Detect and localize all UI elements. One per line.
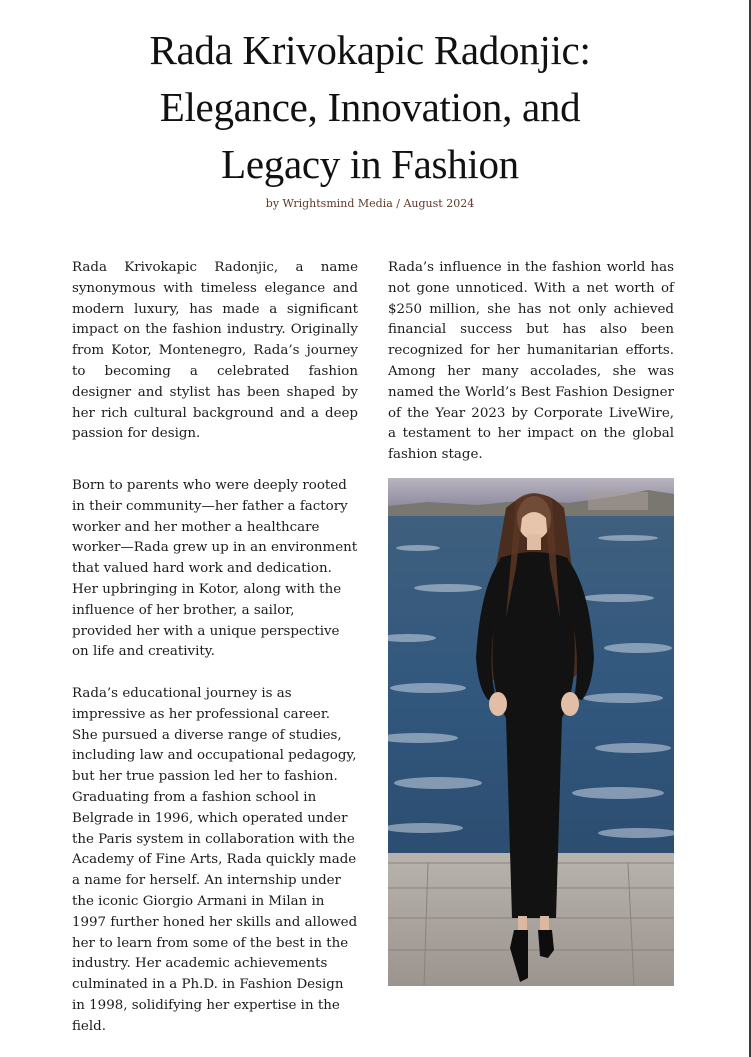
article-title [120, 22, 620, 193]
paragraph-text: Born to parents who were deeply rooted in their community—her father a factory worker and her mother a healthcare worker—Rada grew up in an environment that valued hard work and dedication. Her upbringing in Kotor, along with the influence of her brother, a sailor, provided her with a unique perspective on life and creativity. [72, 478, 358, 660]
neck [527, 534, 541, 550]
paragraph-text: Rada Krivokapic Radonjic, a name synonymous with timeless elegance and modern luxury, has made a significant impact on the fashion industry. Originally from Kotor, Montenegro, Rada’s journey to becoming a celebrated fashion designer and stylist has been shaped by her rich cultural background and a deep passion for design. [72, 260, 358, 442]
byline: by Wrightsmind Media / August 2024 [265, 197, 475, 210]
portrait-photo [388, 478, 674, 986]
paragraph-text: Rada’s educational journey is as impressive as her professional career. She pursued a diverse range of studies, including law and occupational pedagogy, but her true passion led her to fashion. Graduating from a fashion school in Belgrade in 1996, which operated under the Paris system in collaboration with the Academy of Fine Arts, Rada quickly made a name for herself. An internship under the iconic Giorgio Armani in Milan in 1997 further honed her skills and allowed her to learn from some of the best in the industry. Her academic achievements culminated in a Ph.D. in Fashion Design in 1998, solidifying her expertise in the field. [72, 686, 358, 1034]
title-line-2: Elegance, Innovation, and [159, 84, 581, 130]
title-line-3: Legacy in Fashion [221, 141, 519, 187]
paragraph-upbringing [72, 476, 358, 663]
paragraph-text: Rada’s influence in the fashion world has not gone unnoticed. With a net worth of $250 million, she has not only achieved financial success but has also been recognized for her humanitarian efforts. Among her many accolades, she was named the World’s Best Fashion Designer of the Year 2023 by Corporate LiveWire, a testament to her impact on the global fashion stage. [388, 260, 674, 463]
left-hand [489, 692, 507, 716]
paragraph-influence [388, 258, 674, 466]
title-line-1: Rada Krivokapic Radonjic: [149, 27, 591, 73]
paragraph-intro [72, 258, 358, 445]
paragraph-education [72, 684, 358, 1038]
shore-buildings [588, 492, 648, 510]
right-hand [561, 692, 579, 716]
